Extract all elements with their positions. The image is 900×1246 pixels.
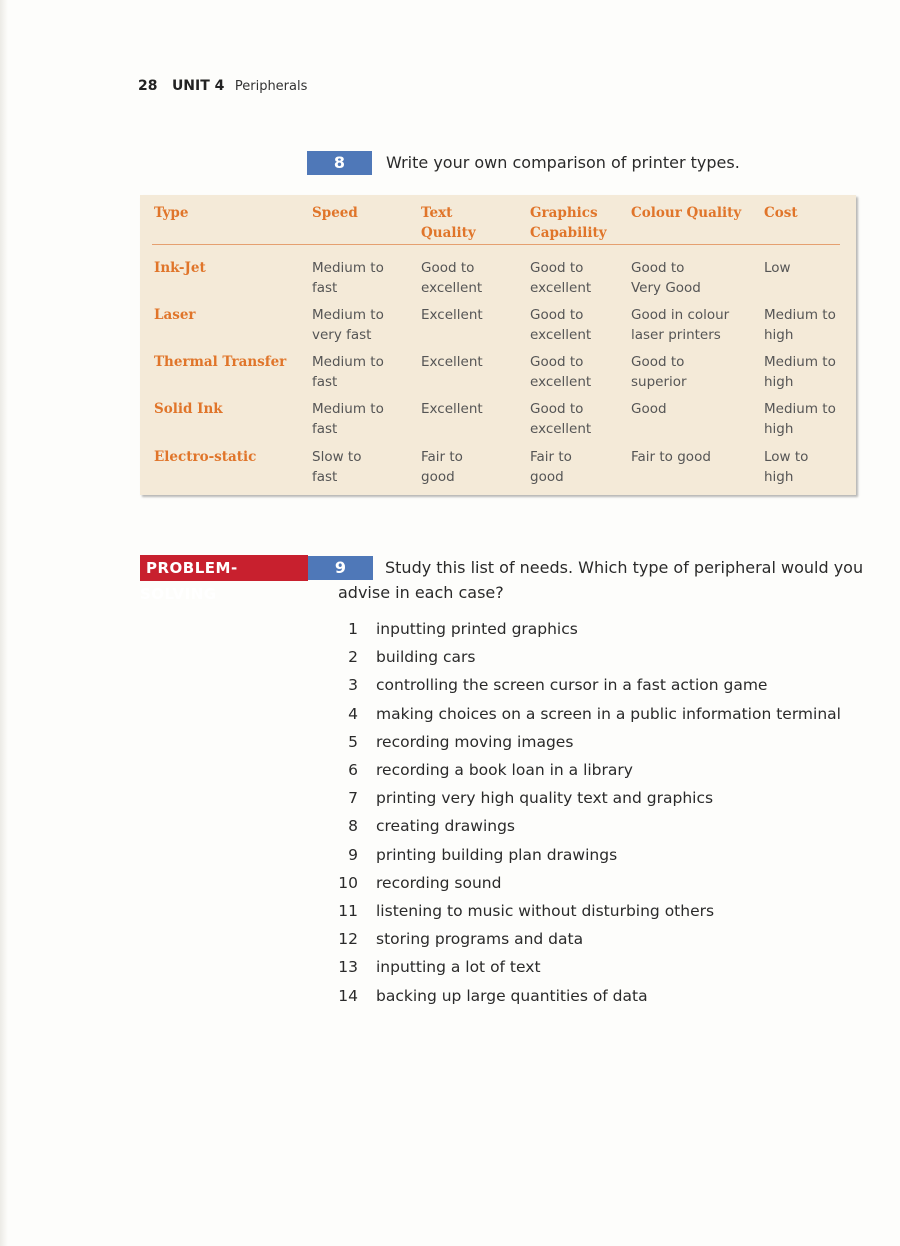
table-header-graphics-capability: Graphics Capability bbox=[530, 205, 607, 241]
list-item-number: 3 bbox=[348, 676, 358, 694]
table-header-type: Type bbox=[154, 205, 189, 221]
list-item-number: 11 bbox=[338, 902, 358, 920]
table-cell-text-quality: Good to excellent bbox=[421, 260, 483, 296]
table-header-cost: Cost bbox=[764, 205, 798, 221]
row-label-electro-static: Electro-static bbox=[154, 449, 257, 465]
list-item-text: backing up large quantities of data bbox=[376, 987, 648, 1005]
task-9-instruction-line1: Study this list of needs. Which type of peripheral would you bbox=[385, 558, 864, 577]
row-label-ink-jet: Ink-Jet bbox=[154, 260, 206, 276]
table-cell-graphics: Good to excellent bbox=[530, 260, 592, 296]
table-cell-speed: Medium to fast bbox=[312, 401, 384, 437]
table-cell-colour: Good to Very Good bbox=[631, 260, 701, 296]
section-title: Peripherals bbox=[234, 79, 308, 94]
running-head bbox=[138, 78, 307, 94]
row-label-thermal-transfer: Thermal Transfer bbox=[154, 354, 287, 370]
list-item-number: 7 bbox=[348, 789, 358, 807]
task-8-instruction: Write your own comparison of printer types. bbox=[386, 153, 740, 172]
page-edge bbox=[0, 0, 8, 1246]
table-cell-cost: Low to high bbox=[764, 449, 809, 485]
table-cell-speed: Slow to fast bbox=[312, 449, 362, 485]
table-cell-colour: Good in colour laser printers bbox=[631, 307, 730, 343]
table-cell-cost: Medium to high bbox=[764, 307, 836, 343]
list-item-number: 6 bbox=[348, 761, 358, 779]
list-item-text: controlling the screen cursor in a fast action game bbox=[376, 676, 768, 694]
table-cell-speed: Medium to fast bbox=[312, 260, 384, 296]
list-item-number: 1 bbox=[348, 620, 358, 638]
problem-solving-label: PROBLEM-SOLVING bbox=[140, 555, 308, 581]
table-cell-cost: Low bbox=[764, 260, 791, 276]
list-item-number: 4 bbox=[348, 705, 358, 723]
list-item-text: building cars bbox=[376, 648, 476, 666]
list-item-text: listening to music without disturbing others bbox=[376, 902, 715, 920]
list-item-text: making choices on a screen in a public information terminal bbox=[376, 705, 841, 723]
list-item-text: recording sound bbox=[376, 874, 502, 892]
list-item-text: recording moving images bbox=[376, 733, 574, 751]
list-item-text: inputting printed graphics bbox=[376, 620, 578, 638]
unit-label: UNIT 4 bbox=[171, 78, 225, 94]
table-cell-graphics: Good to excellent bbox=[530, 354, 592, 390]
list-item-number: 10 bbox=[338, 874, 358, 892]
task-8-number: 8 bbox=[307, 151, 372, 175]
table-header-rule bbox=[152, 244, 840, 245]
table-cell-text-quality: Fair to good bbox=[421, 449, 463, 485]
list-item-text: printing building plan drawings bbox=[376, 846, 618, 864]
table-cell-speed: Medium to very fast bbox=[312, 307, 384, 343]
task-9-instruction-line2: advise in each case? bbox=[338, 583, 504, 602]
table-cell-text-quality: Excellent bbox=[421, 401, 483, 417]
table-cell-speed: Medium to fast bbox=[312, 354, 384, 390]
list-item-text: creating drawings bbox=[376, 817, 515, 835]
list-item-number: 12 bbox=[338, 930, 358, 948]
list-item-number: 2 bbox=[348, 648, 358, 666]
table-cell-graphics: Good to excellent bbox=[530, 307, 592, 343]
row-label-solid-ink: Solid Ink bbox=[154, 401, 223, 417]
table-cell-cost: Medium to high bbox=[764, 401, 836, 437]
table-cell-graphics: Fair to good bbox=[530, 449, 572, 485]
list-item-number: 5 bbox=[348, 733, 358, 751]
table-cell-text-quality: Excellent bbox=[421, 307, 483, 323]
list-item-text: storing programs and data bbox=[376, 930, 584, 948]
list-item-number: 8 bbox=[348, 817, 358, 835]
list-item-text: inputting a lot of text bbox=[376, 958, 541, 976]
table-cell-colour: Fair to good bbox=[631, 449, 711, 465]
row-label-laser: Laser bbox=[154, 307, 196, 323]
table-cell-colour: Good bbox=[631, 401, 667, 417]
table-header-colour-quality: Colour Quality bbox=[631, 205, 742, 221]
list-item-number: 14 bbox=[338, 987, 358, 1005]
list-item-text: printing very high quality text and graphics bbox=[376, 789, 714, 807]
table-cell-colour: Good to superior bbox=[631, 354, 687, 390]
table-cell-text-quality: Excellent bbox=[421, 354, 483, 370]
task-9-number: 9 bbox=[308, 556, 373, 580]
table-header-speed: Speed bbox=[312, 205, 358, 221]
list-item-number: 13 bbox=[338, 958, 358, 976]
table-header-text-quality: Text Quality bbox=[421, 205, 476, 241]
page-number: 28 bbox=[138, 78, 158, 94]
table-cell-graphics: Good to excellent bbox=[530, 401, 592, 437]
list-item-number: 9 bbox=[348, 846, 358, 864]
list-item-text: recording a book loan in a library bbox=[376, 761, 633, 779]
table-cell-cost: Medium to high bbox=[764, 354, 836, 390]
